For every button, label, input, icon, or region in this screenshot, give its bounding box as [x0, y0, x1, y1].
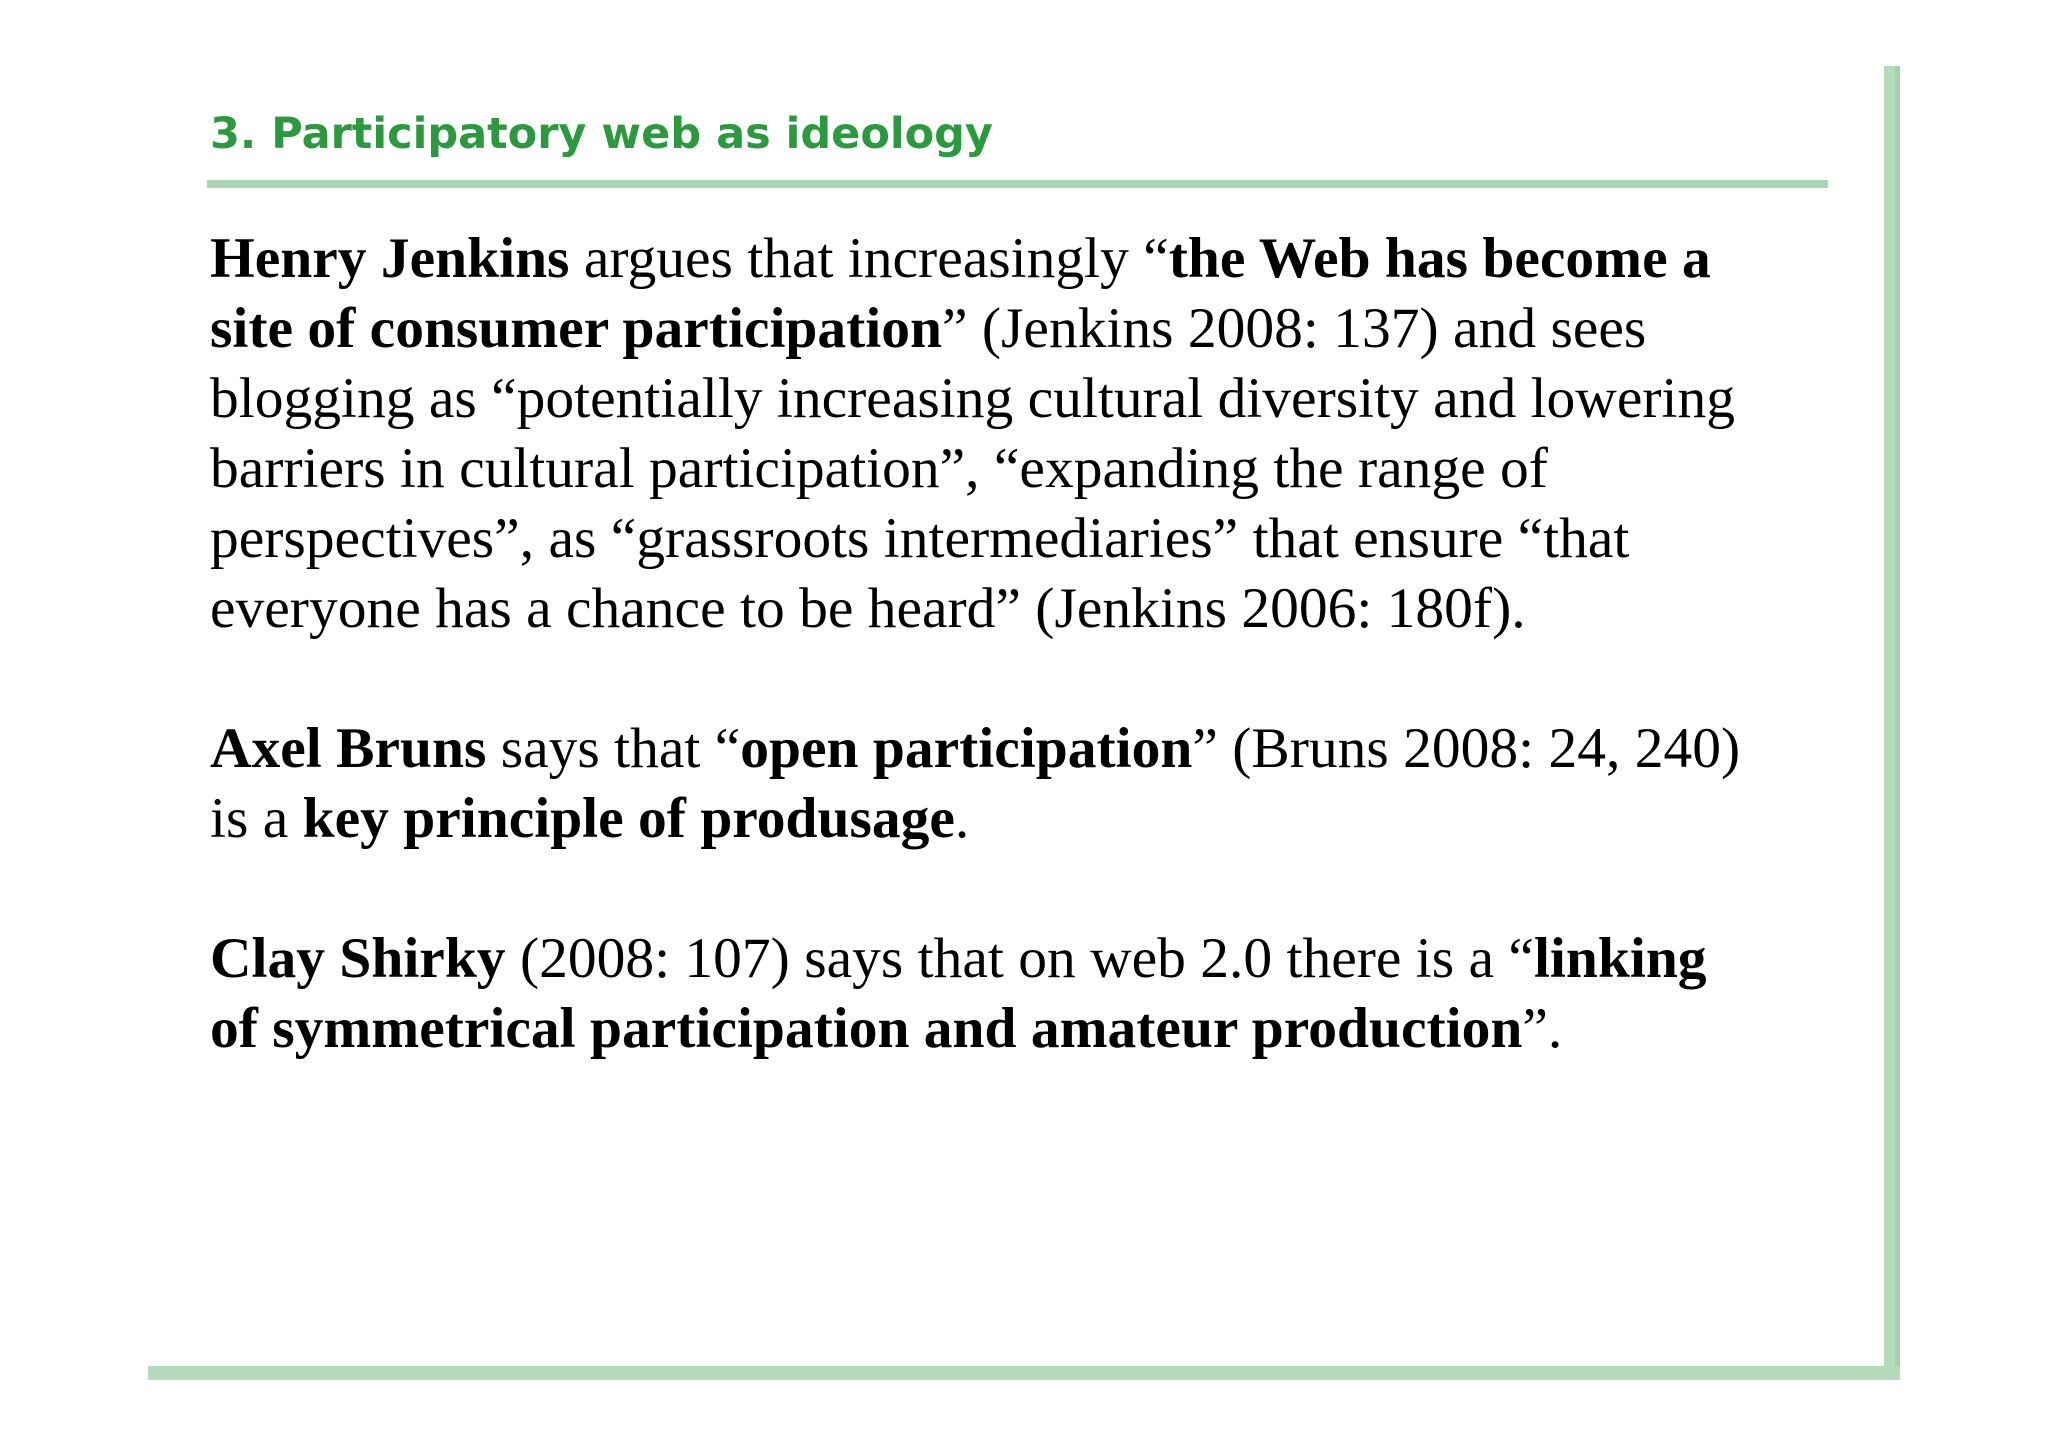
bold-text: Henry Jenkins [210, 227, 570, 290]
text-run: ” (Bruns 2008: 24, 240) [1192, 717, 1741, 780]
bold-text: the Web has become a [1168, 227, 1711, 290]
bold-text: of symmetrical participation and amateur production [210, 997, 1523, 1060]
text-line [210, 364, 1850, 434]
bold-text: key principle of produsage [302, 787, 955, 850]
paragraph-jenkins [210, 224, 1850, 644]
text-run: is a [210, 787, 303, 850]
bold-text: linking [1533, 927, 1707, 990]
text-run: ”. [1522, 997, 1563, 1060]
bottom-frame-bar [148, 1366, 1900, 1380]
text-line [210, 224, 1850, 294]
right-frame-bar-shade [1895, 66, 1900, 1380]
paragraph-bruns [210, 714, 1850, 854]
text-line [210, 504, 1850, 574]
bold-text: open participation [740, 717, 1193, 780]
bold-text: site of consumer participation [210, 297, 943, 360]
text-run: barriers in cultural participation”, “expanding the range of [210, 437, 1548, 500]
text-line [210, 994, 1850, 1064]
text-run: says that “ [486, 717, 741, 780]
text-line [210, 784, 1850, 854]
text-run: blogging as “potentially increasing cultural diversity and lowering [210, 367, 1735, 430]
slide-title: 3. Participatory web as ideology [210, 109, 993, 159]
text-run: everyone has a chance to be heard” (Jenkins 2006: 180f). [210, 577, 1526, 640]
bold-text: Clay Shirky [210, 927, 506, 990]
text-run: . [954, 787, 970, 850]
slide-body [210, 224, 1850, 1134]
text-line [210, 924, 1850, 994]
text-line [210, 294, 1850, 364]
bold-text: Axel Bruns [210, 717, 487, 780]
text-line [210, 434, 1850, 504]
text-run: perspectives”, as “grassroots intermediaries” that ensure “that [210, 507, 1630, 570]
text-run: ” (Jenkins 2008: 137) and sees [942, 297, 1647, 360]
text-run: (2008: 107) says that on web 2.0 there is a “ [505, 927, 1534, 990]
paragraph-shirky [210, 924, 1850, 1064]
text-line [210, 714, 1850, 784]
text-run: argues that increasingly “ [569, 227, 1169, 290]
text-line [210, 574, 1850, 644]
title-underline [207, 180, 1828, 188]
